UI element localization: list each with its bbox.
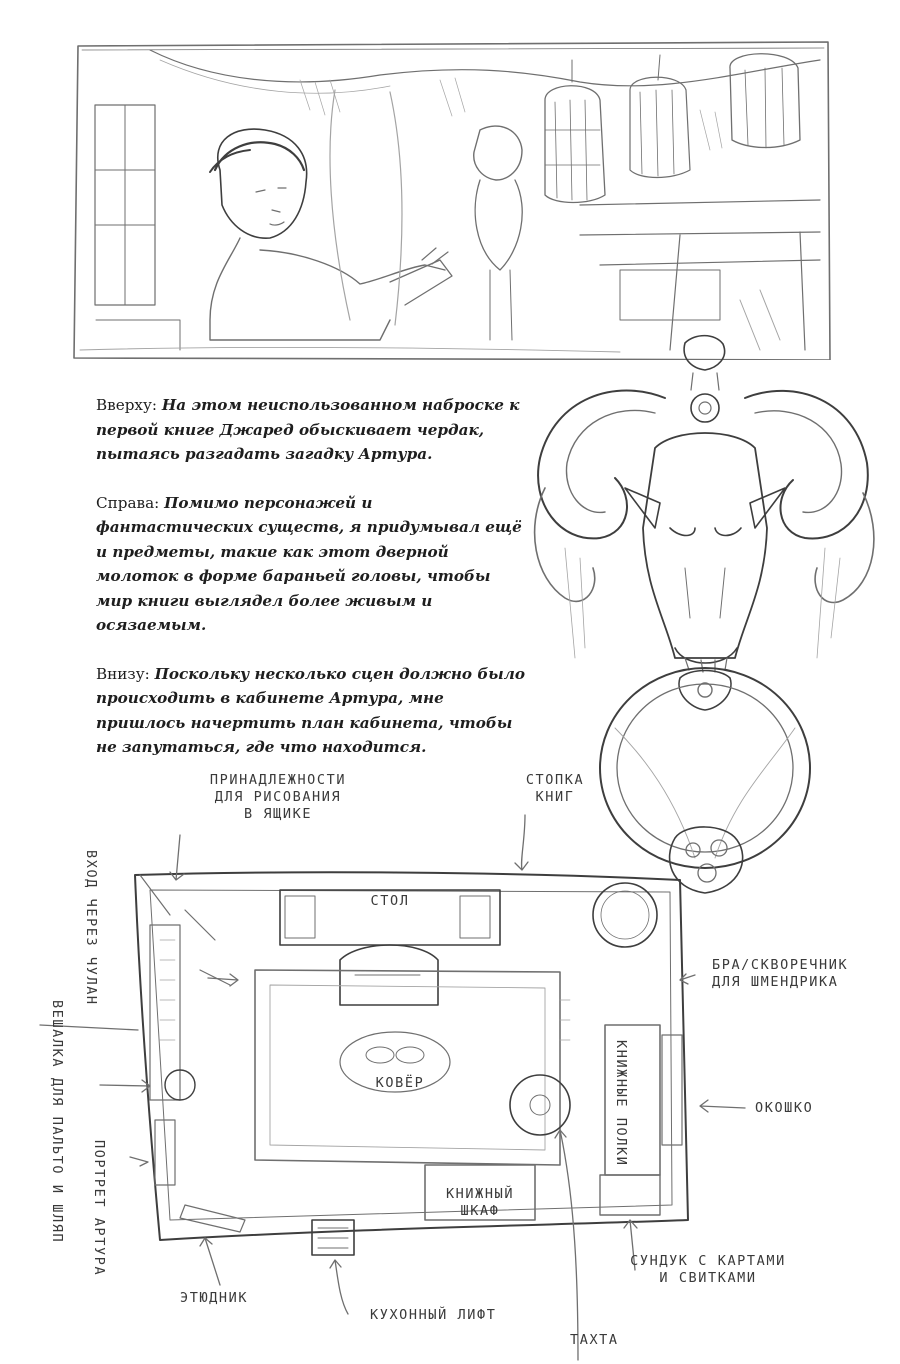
label-art-supplies	[168, 772, 388, 823]
caption-right-text: Помимо персонажей и фантастических существ, я придумывал ещё и предметы, такие как этот дверной молоток в форме бараньей головы, чтобы мир книги выглядел более живым и осязаемым.	[96, 493, 522, 634]
label-coat-rack-line-2: ДЛЯ ПАЛЬТО	[49, 1077, 65, 1176]
label-art-supplies-line-2: ДЛЯ РИСОВАНИЯ	[214, 789, 342, 805]
label-book-stack-line-2: КНИГ	[535, 789, 575, 805]
caption-top	[96, 393, 526, 467]
label-closet-entrance-line-2: ЧУЛАН	[83, 957, 99, 1006]
label-sconce-line-1: БРА/СКВОРЕЧНИК	[712, 957, 849, 973]
label-rug: КОВЁР	[375, 1075, 425, 1091]
label-book-stack	[510, 772, 600, 806]
label-bookshelves	[612, 1040, 630, 1167]
caption-right-lead: Справа:	[96, 493, 160, 512]
label-chest-line-2: И СВИТКАМИ	[659, 1270, 757, 1286]
label-easel: ЭТЮДНИК	[180, 1290, 249, 1306]
caption-right	[96, 491, 526, 638]
label-portrait-line-2: АРТУРА	[91, 1217, 107, 1277]
label-chest-line-1: СУНДУК С КАРТАМИ	[630, 1253, 786, 1269]
label-bookshelves-line-2: ПОЛКИ	[613, 1117, 629, 1167]
caption-bottom-text: Поскольку несколько сцен должно было происходить в кабинете Артура, мне пришлось начертить план кабинета, чтобы не запутаться, где что находится.	[96, 664, 525, 756]
label-desk: СТОЛ	[370, 893, 410, 909]
caption-bottom	[96, 662, 526, 760]
label-bookcase	[430, 1186, 530, 1220]
label-chest	[608, 1253, 808, 1287]
label-coat-rack-line-1: ВЕШАЛКА	[49, 1000, 65, 1069]
label-coat-rack-line-3: И ШЛЯП	[49, 1184, 65, 1244]
label-sconce-line-2: ДЛЯ ШМЕНДРИКА	[712, 974, 839, 990]
caption-top-text: На этом неиспользованном наброске к первой книге Джаред обыскивает чердак, пытаясь разгадать загадку Артура.	[96, 396, 520, 463]
label-sconce	[712, 957, 848, 991]
label-portrait	[90, 1140, 108, 1277]
label-couch: ТАХТА	[570, 1332, 619, 1348]
label-book-stack-line-1: СТОПКА	[525, 772, 585, 788]
caption-block	[96, 393, 526, 784]
label-dumbwaiter: КУХОННЫЙ ЛИФТ	[370, 1307, 497, 1323]
label-bookcase-line-1: КНИЖНЫЙ	[445, 1186, 515, 1202]
label-closet-entrance-line-1: ВХОД ЧЕРЕЗ	[83, 850, 99, 948]
caption-bottom-lead: Внизу:	[96, 664, 150, 683]
label-art-supplies-line-3: В ЯЩИКЕ	[243, 806, 313, 822]
label-coat-rack	[48, 1000, 66, 1244]
label-bookcase-line-2: ШКАФ	[460, 1203, 500, 1219]
label-window: ОКОШКО	[755, 1100, 814, 1116]
attic-sketch	[60, 20, 850, 360]
label-closet-entrance	[82, 850, 100, 1006]
label-portrait-line-1: ПОРТРЕТ	[91, 1140, 107, 1209]
label-art-supplies-line-1: ПРИНАДЛЕЖНОСТИ	[209, 772, 347, 788]
label-bookshelves-line-1: КНИЖНЫЕ	[613, 1040, 629, 1109]
caption-top-lead: Вверху:	[96, 396, 158, 414]
